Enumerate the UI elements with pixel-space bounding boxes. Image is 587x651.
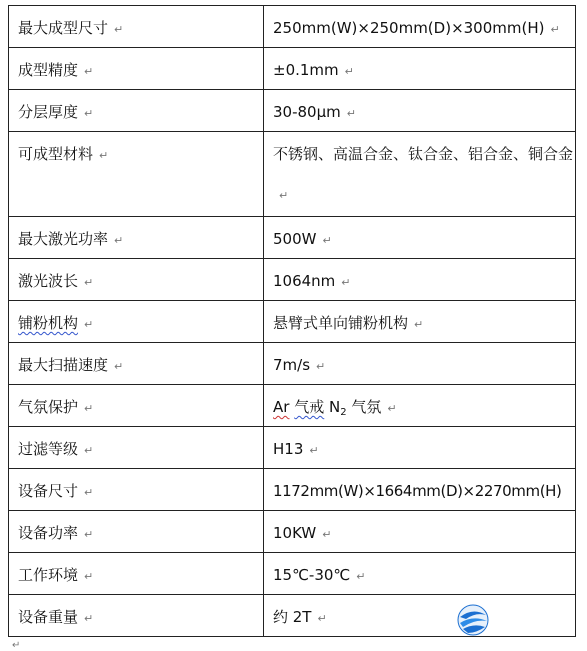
return-mark-icon: ↵ — [344, 65, 354, 78]
gas-n-subscript: 2 — [340, 407, 347, 418]
row-value-cell — [264, 132, 576, 217]
return-mark-icon: ↵ — [84, 276, 94, 289]
return-mark-icon: ↵ — [84, 444, 94, 457]
row-label: 工作环境 — [18, 566, 79, 584]
gas-n: N — [329, 398, 341, 416]
table-row — [9, 385, 576, 427]
row-value: 悬臂式单向铺粉机构 — [273, 314, 409, 332]
row-label-cell — [9, 217, 264, 259]
gas-ar: Ar — [273, 398, 290, 416]
return-mark-icon: ↵ — [387, 402, 397, 415]
return-mark-icon: ↵ — [84, 107, 94, 120]
return-mark-icon: ↵ — [317, 612, 327, 625]
row-label: 铺粉机构 — [18, 314, 79, 332]
row-label: 激光波长 — [18, 272, 79, 290]
row-label-cell — [9, 427, 264, 469]
return-mark-icon: ↵ — [322, 528, 332, 541]
spec-table — [8, 5, 576, 637]
table-row — [9, 6, 576, 48]
row-label-cell — [9, 385, 264, 427]
return-mark-icon: ↵ — [114, 234, 124, 247]
return-mark-icon: ↵ — [322, 234, 332, 247]
row-label: 设备尺寸 — [18, 482, 79, 500]
return-mark-icon: ↵ — [84, 528, 94, 541]
row-label-cell — [9, 553, 264, 595]
row-value: 30-80μm — [273, 103, 341, 121]
row-label-cell — [9, 132, 264, 217]
return-mark-icon: ↵ — [316, 360, 326, 373]
return-mark-icon: ↵ — [114, 360, 124, 373]
table-row — [9, 511, 576, 553]
row-label: 最大扫描速度 — [18, 356, 109, 374]
row-label-cell — [9, 6, 264, 48]
row-label: 过滤等级 — [18, 440, 79, 458]
return-mark-icon: ↵ — [341, 276, 351, 289]
table-row — [9, 217, 576, 259]
return-mark-icon: ↵ — [84, 486, 94, 499]
row-label: 设备重量 — [18, 608, 79, 626]
table-row — [9, 469, 576, 511]
row-value: 约 2T — [273, 608, 312, 626]
return-mark-icon: ↵ — [414, 318, 424, 331]
row-label: 最大激光功率 — [18, 230, 109, 248]
row-value-cell — [264, 301, 576, 343]
row-label: 可成型材料 — [18, 145, 94, 163]
row-value: 1064nm — [273, 272, 336, 290]
return-mark-icon: ↵ — [84, 318, 94, 331]
row-value-cell — [264, 343, 576, 385]
row-value: 10KW — [273, 524, 317, 542]
row-value: 7m/s — [273, 356, 311, 374]
row-value: 250mm(W)×250mm(D)×300mm(H) — [273, 19, 545, 37]
row-label: 成型精度 — [18, 61, 79, 79]
row-value: H13 — [273, 440, 304, 458]
table-row — [9, 301, 576, 343]
row-label-cell — [9, 259, 264, 301]
table-row — [9, 595, 576, 637]
return-mark-icon: ↵ — [279, 189, 289, 202]
return-mark-icon: ↵ — [84, 65, 94, 78]
row-label: 气氛保护 — [18, 398, 79, 416]
row-value: ±0.1mm — [273, 61, 339, 79]
table-row — [9, 427, 576, 469]
row-value: 1172mm(W)×1664mm(D)×2270mm(H) — [273, 482, 562, 500]
row-value-cell — [264, 259, 576, 301]
row-label-cell — [9, 48, 264, 90]
row-value-cell — [264, 553, 576, 595]
gas-qijie: 气戒 — [294, 398, 325, 416]
return-mark-icon: ↵ — [550, 23, 560, 36]
row-value-cell — [264, 385, 576, 427]
return-mark-icon: ↵ — [99, 149, 109, 162]
row-value: 不锈钢、高温合金、钛合金、铝合金、铜合金 — [273, 145, 574, 163]
row-label: 设备功率 — [18, 524, 79, 542]
return-mark-icon: ↵ — [356, 570, 366, 583]
row-value-cell — [264, 469, 576, 511]
table-row — [9, 259, 576, 301]
row-label-cell — [9, 469, 264, 511]
row-label-cell — [9, 343, 264, 385]
row-label-cell — [9, 595, 264, 637]
globe-logo-icon — [456, 603, 490, 637]
return-mark-icon: ↵ — [309, 444, 319, 457]
row-value: 15℃-30℃ — [273, 566, 351, 584]
table-row — [9, 132, 576, 217]
row-value-cell — [264, 511, 576, 553]
row-label: 最大成型尺寸 — [18, 19, 109, 37]
row-value-cell — [264, 6, 576, 48]
gas-qifen: 气氛 — [351, 398, 382, 416]
table-row — [9, 553, 576, 595]
return-mark-icon: ↵ — [12, 640, 21, 651]
row-value-cell — [264, 595, 576, 637]
row-label-cell — [9, 301, 264, 343]
row-label-cell — [9, 511, 264, 553]
return-mark-icon: ↵ — [84, 612, 94, 625]
return-mark-icon: ↵ — [84, 570, 94, 583]
row-label: 分层厚度 — [18, 103, 79, 121]
row-value-cell — [264, 48, 576, 90]
row-value: 500W — [273, 230, 317, 248]
return-mark-icon: ↵ — [346, 107, 356, 120]
return-mark-icon: ↵ — [84, 402, 94, 415]
return-mark-icon: ↵ — [114, 23, 124, 36]
row-value-cell — [264, 427, 576, 469]
table-row — [9, 48, 576, 90]
table-row — [9, 343, 576, 385]
row-value-cell — [264, 217, 576, 259]
